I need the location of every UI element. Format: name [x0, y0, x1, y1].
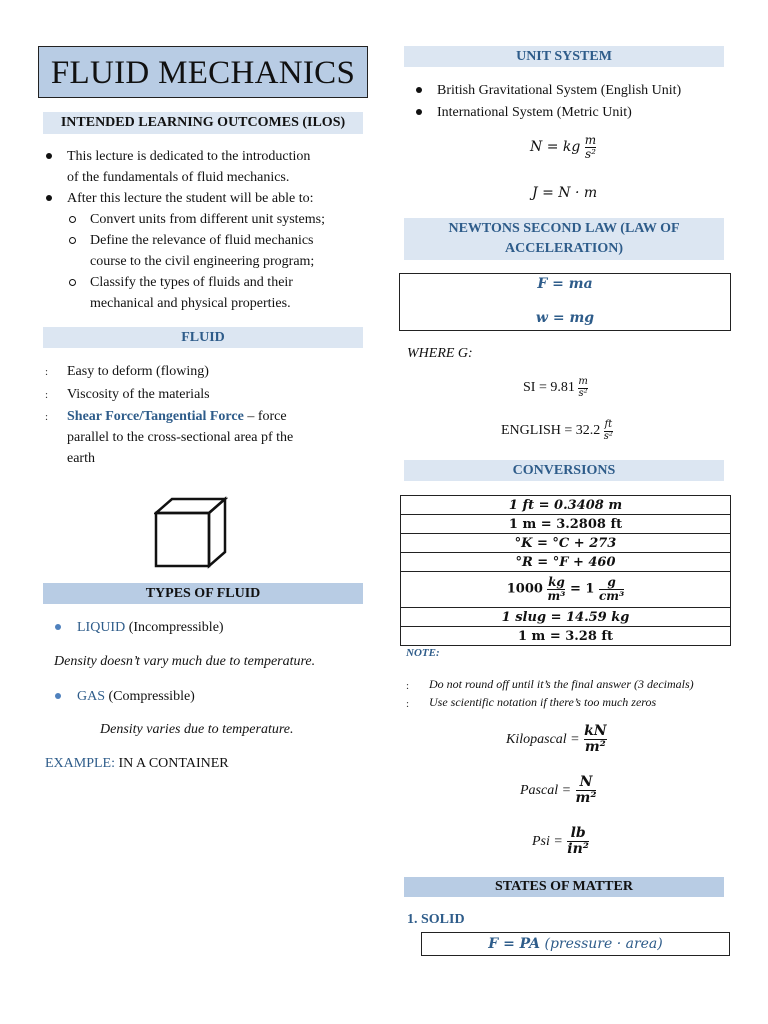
- newton-lhs: N = kg: [530, 139, 581, 156]
- table-row: [401, 553, 731, 572]
- psi-den: in²: [567, 840, 589, 857]
- solid-equation-box: [421, 932, 730, 956]
- density-fraction-1: [547, 576, 565, 602]
- english-fraction: [604, 420, 613, 442]
- page-title: FLUID MECHANICS: [38, 46, 368, 98]
- example-label: EXAMPLE:: [45, 756, 115, 771]
- fluid-item-2: Viscosity of the materials: [67, 387, 210, 402]
- english-num: ft: [604, 419, 613, 430]
- conversion-row-4: °R = °F + 460: [401, 553, 731, 572]
- english-gravity: [501, 420, 613, 442]
- conversions-heading: CONVERSIONS: [404, 460, 724, 481]
- gas-label: GAS: [77, 689, 106, 704]
- list-marker: :: [406, 698, 410, 710]
- ilos-heading: INTENDED LEARNING OUTCOMES (ILOS): [43, 112, 363, 134]
- ilos-sub-2-line-2: course to the civil engineering program;: [90, 254, 315, 269]
- newton-fraction: [585, 134, 596, 160]
- conversion-row-7: 1 m = 3.28 ft: [401, 627, 731, 646]
- psi-num: lb: [570, 825, 586, 841]
- newton-num: m: [584, 133, 597, 147]
- newton-den: s²: [584, 146, 596, 161]
- newton-unit-equation: [530, 134, 596, 160]
- example-text: IN A CONTAINER: [115, 756, 229, 771]
- liquid-description: Density doesn’t vary much due to temperature.: [54, 654, 316, 669]
- ilos-sub-2-line-1: Define the relevance of fluid mechanics: [90, 233, 314, 248]
- psi-equation: [532, 826, 589, 856]
- conversion-row-2: 1 m = 3.2808 ft: [401, 515, 731, 534]
- english-lhs: ENGLISH = 32.2: [501, 423, 601, 439]
- density-num-2: g: [607, 575, 616, 590]
- kilopascal-equation: [506, 724, 607, 754]
- pascal-equation: [520, 775, 596, 805]
- states-heading: STATES OF MATTER: [404, 877, 724, 897]
- gas-item: [77, 686, 195, 707]
- density-den-1: m³: [547, 589, 566, 603]
- table-row: [401, 496, 731, 515]
- si-fraction: [578, 377, 587, 399]
- liquid-label: LIQUID: [77, 620, 126, 635]
- types-heading: TYPES OF FLUID: [43, 583, 363, 604]
- fluid-item-3: [67, 406, 287, 427]
- density-num-1: kg: [548, 575, 565, 590]
- newton-law-heading: [404, 218, 724, 260]
- pascal-lhs: Pascal =: [520, 783, 572, 799]
- sub-bullet-ring: [69, 216, 76, 223]
- bullet-dot: [46, 195, 52, 201]
- note-label: NOTE:: [406, 647, 440, 659]
- pascal-num: N: [579, 774, 593, 790]
- where-g-label: WHERE G:: [407, 346, 473, 361]
- sub-bullet-ring: [69, 237, 76, 244]
- list-marker: :: [45, 366, 49, 378]
- solid-label: 1. SOLID: [407, 912, 465, 927]
- note-2: Use scientific notation if there’s too much zeros: [429, 695, 657, 709]
- liquid-note: (Incompressible): [125, 620, 224, 635]
- density-fraction-2: [599, 576, 624, 602]
- weight-equation: w = mg: [535, 310, 595, 326]
- table-row: [401, 515, 731, 534]
- list-marker: :: [45, 411, 49, 423]
- kilopascal-lhs: Kilopascal =: [506, 732, 580, 748]
- table-row: [401, 534, 731, 553]
- psi-fraction: [567, 826, 589, 856]
- cube-icon: [154, 496, 228, 570]
- bullet-dot: [46, 153, 52, 159]
- psi-lhs: Psi =: [532, 834, 563, 850]
- table-row: [401, 608, 731, 627]
- bullet-dot: [416, 87, 422, 93]
- pascal-den: m²: [575, 789, 597, 806]
- si-den: s²: [578, 387, 588, 399]
- list-marker: :: [45, 389, 49, 401]
- shear-force-rest: – force: [243, 409, 287, 424]
- unit-system-heading: UNIT SYSTEM: [404, 46, 724, 67]
- conversions-table: [400, 495, 731, 646]
- unit-item-1: British Gravitational System (English Unit): [437, 83, 682, 98]
- list-marker: :: [406, 680, 410, 692]
- density-mid: = 1: [569, 582, 595, 597]
- conversion-row-6: 1 slug = 14.59 kg: [401, 608, 731, 627]
- kilopascal-num: kN: [584, 723, 607, 739]
- si-gravity: [523, 377, 588, 399]
- shear-force-term: Shear Force/Tangential Force: [67, 409, 244, 424]
- gas-note: (Compressible): [105, 689, 195, 704]
- density-den-2: cm³: [598, 589, 625, 603]
- density-lead: 1000: [506, 582, 543, 597]
- ilos-bullet-1-line-2: of the fundamentals of fluid mechanics.: [67, 170, 290, 185]
- force-equation: F = ma: [537, 276, 593, 292]
- sub-bullet-ring: [69, 279, 76, 286]
- example-line: [45, 753, 229, 774]
- newton-law-heading-line-1: NEWTONS SECOND LAW (LAW OF: [448, 221, 680, 236]
- solid-equation: F = PA: [488, 936, 541, 952]
- conversion-row-5: [401, 572, 731, 608]
- ilos-bullet-2: After this lecture the student will be able to:: [67, 191, 314, 206]
- si-num: m: [578, 376, 588, 387]
- si-lhs: SI = 9.81: [523, 380, 575, 396]
- english-den: s²: [603, 430, 613, 442]
- table-row: [401, 572, 731, 608]
- ilos-sub-3-line-2: mechanical and physical properties.: [90, 296, 291, 311]
- bullet-dot: [416, 109, 422, 115]
- gas-description: Density varies due to temperature.: [100, 722, 294, 737]
- fluid-item-3-line-2: parallel to the cross-sectional area pf the: [67, 430, 294, 445]
- fluid-item-1: Easy to deform (flowing): [67, 364, 209, 379]
- ilos-sub-1: Convert units from different unit systems;: [90, 212, 325, 227]
- ilos-sub-3-line-1: Classify the types of fluids and their: [90, 275, 293, 290]
- conversion-row-3: °K = °C + 273: [401, 534, 731, 553]
- joule-equation: J = N · m: [532, 185, 598, 201]
- unit-item-2: International System (Metric Unit): [437, 105, 632, 120]
- newton-law-heading-line-2: ACCELERATION): [505, 241, 623, 256]
- kilopascal-den: m²: [584, 738, 606, 755]
- conversion-row-1: 1 ft = 0.3408 m: [401, 496, 731, 515]
- liquid-item: [77, 617, 224, 638]
- fluid-heading: FLUID: [43, 327, 363, 348]
- bullet-dot: [55, 693, 61, 699]
- pascal-fraction: [576, 775, 597, 805]
- solid-equation-note: (pressure · area): [540, 936, 663, 952]
- table-row: [401, 627, 731, 646]
- kilopascal-fraction: [584, 724, 607, 754]
- ilos-bullet-1-line-1: This lecture is dedicated to the introduction: [67, 149, 311, 164]
- fluid-item-3-line-3: earth: [67, 451, 95, 466]
- newton-law-box: [399, 273, 731, 331]
- note-1: Do not round off until it’s the final answer (3 decimals): [429, 677, 694, 691]
- bullet-dot: [55, 624, 61, 630]
